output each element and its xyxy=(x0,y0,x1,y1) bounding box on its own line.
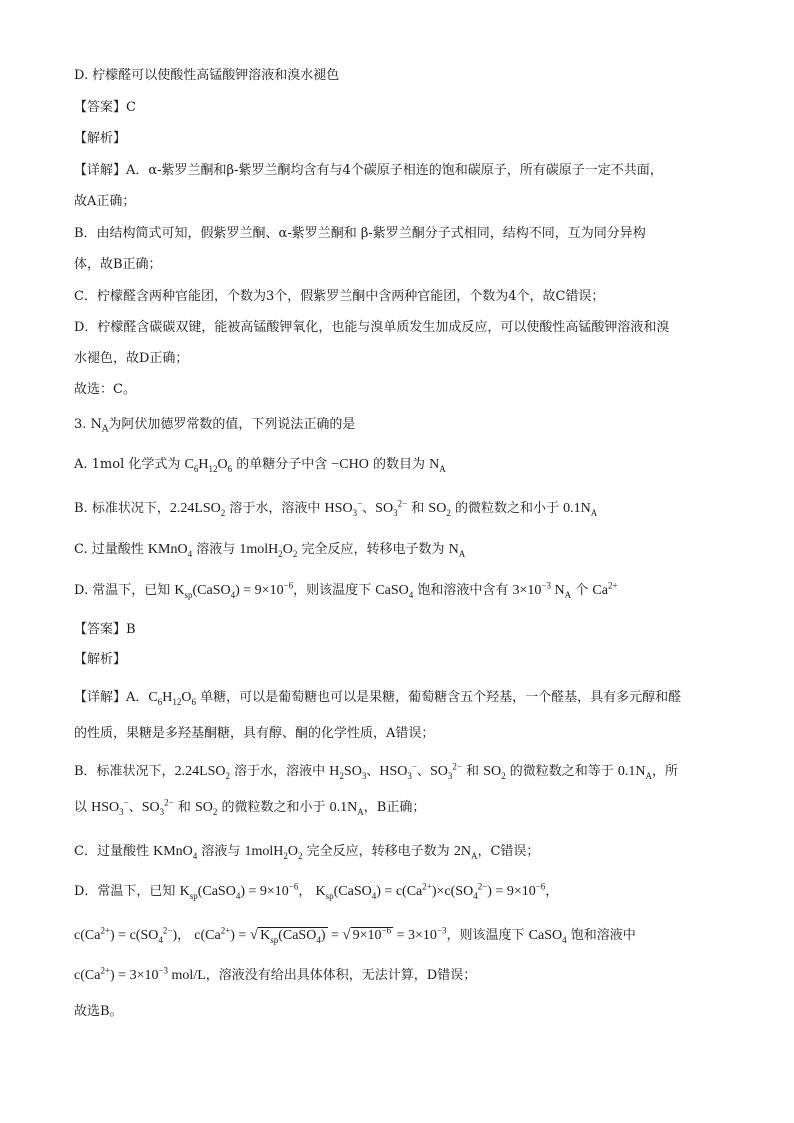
explanation-line: C．过量酸性 KMnO$_4$ 溶液与 $1molH_2O_2$ 完全反应，转移电子数为 $2N_A$，C错误； xyxy=(74,844,540,861)
option-d-text: D. 柠檬醛可以使酸性高锰酸钾溶液和溴水褪色 xyxy=(74,68,340,83)
explanation-line: $c(Ca^{2+}) = c(SO_4^{2-})$， $c(Ca^{2+})$ = √ $K_{sp}(CaSO_4)$ = √ $9\times 10^{-6} = 3\times 10^{-3}$，则该温度下 CaSO$_4$ 饱和溶液中 xyxy=(74,925,636,945)
explanation-line: D．常温下，已知 $K_{sp}(CaSO_4) = 9\times 10^{-6}$， $K_{sp}(CaSO_4) = c(Ca^{2+})\times c(SO_4^{2-}) = 9\times 10^{-6}$， xyxy=(74,881,559,901)
question-option-a: A. 1mol 化学式为 $C_6H_{12}O_6$ 的单糖分子中含 −CHO 的数目为 $N_A$ xyxy=(74,457,446,474)
answer-label: 【答案】B xyxy=(74,622,136,637)
explanation-line: C．柠檬醛含两种官能团，个数为3个，假紫罗兰酮中含两种官能团，个数为4个，故C错误； xyxy=(74,289,605,304)
explanation-line: D．柠檬醛含碳碳双键，能被高锰酸钾氧化，也能与溴单质发生加成反应，可以使酸性高锰酸钾溶液和溴 xyxy=(74,320,670,335)
conclusion-line: 故选B。 xyxy=(74,1004,123,1019)
explanation-line: B．由结构简式可知，假紫罗兰酮、α-紫罗兰酮和 β-紫罗兰酮分子式相同，结构不同，互为同分异构 xyxy=(74,226,646,241)
question-stem: 3. $N_A$为阿伏加德罗常数的值，下列说法正确的是 xyxy=(74,417,356,435)
question-option-d: D. 常温下，已知 $K_{sp}(CaSO_4) = 9\times 10^{-6}$，则该温度下 CaSO$_4$ 饱和溶液中含有 $3\times 10^{-3}$ $N_A$ 个 $Ca^{2+}$ xyxy=(74,580,618,600)
analysis-label: 【解析】 xyxy=(74,131,127,146)
explanation-line: 【详解】A．α-紫罗兰酮和β-紫罗兰酮均含有与4个碳原子相连的饱和碳原子，所有碳原子一定不共面， xyxy=(74,163,663,178)
explanation-line: $c(Ca^{2+}) = 3\times 10^{-3}$ mol/L，溶液没有给出具体体积，无法计算，D错误； xyxy=(74,965,477,983)
answer-label: 【答案】C xyxy=(74,100,136,115)
explanation-line: 【详解】A．$C_6H_{12}O_6$ 单糖，可以是葡萄糖也可以是果糖，葡萄糖含五个羟基，一个醛基，具有多元醇和醛 xyxy=(74,690,682,707)
explanation-line: 的性质，果糖是多羟基酮糖，具有醇、酮的化学性质，A错误； xyxy=(74,726,435,741)
question-option-b: B. 标准状况下，$2.24LSO_2$ 溶于水，溶液中 $HSO_3^-$、$SO_3^{2-}$ 和 $SO_2$ 的微粒数之和小于 $0.1N_A$ xyxy=(74,498,598,518)
explanation-line: 以 $HSO_3^-$、$SO_3^{2-}$ 和 $SO_2$ 的微粒数之和小于 $0.1N_A$，B正确； xyxy=(74,797,426,817)
explanation-line: B．标准状况下，$2.24LSO_2$ 溶于水，溶液中 $H_2SO_3$、$HSO_3^-$、$SO_3^{2-}$ 和 $SO_2$ 的微粒数之和等于 $0.1N_A$，所 xyxy=(74,761,678,781)
explanation-line: 故A正确； xyxy=(74,194,136,209)
explanation-line: 水褪色，故D正确； xyxy=(74,351,189,366)
explanation-line: 体，故B正确； xyxy=(74,257,162,272)
analysis-label: 【解析】 xyxy=(74,652,127,667)
conclusion-line: 故选：C。 xyxy=(74,382,136,397)
question-option-c: C. 过量酸性 KMnO$_4$ 溶液与 $1molH_2O_2$ 完全反应，转移电子数为 $N_A$ xyxy=(74,542,466,559)
